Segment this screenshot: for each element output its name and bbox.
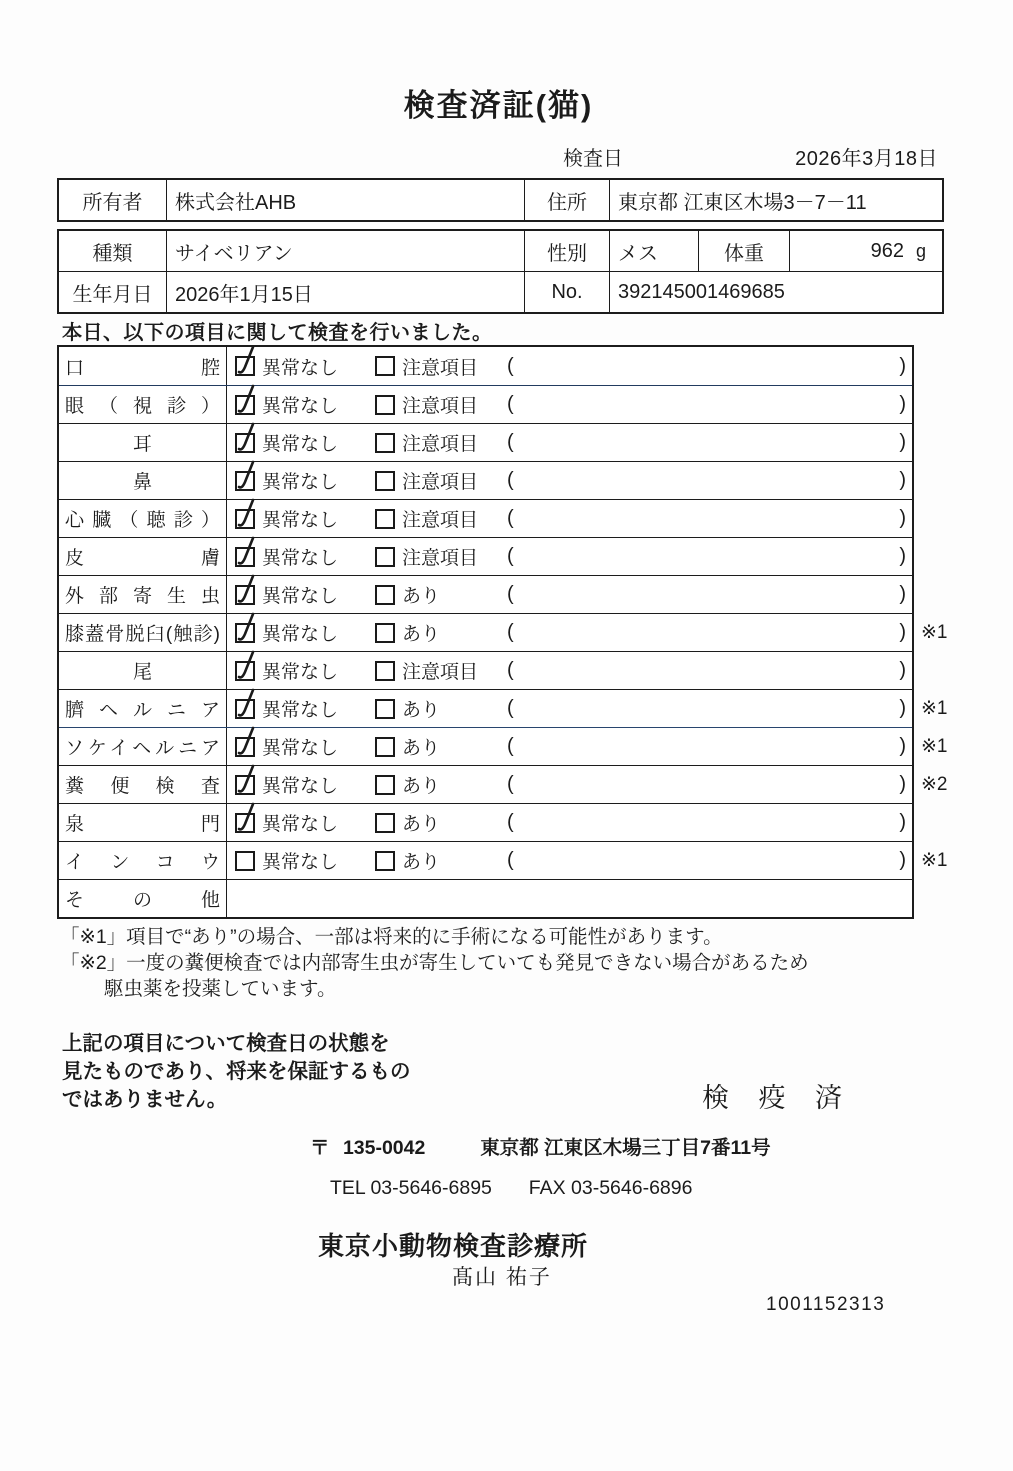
close-paren: )	[899, 393, 906, 415]
caution-checkbox[interactable]	[375, 547, 395, 567]
exam-item-label: 泉門	[65, 814, 220, 835]
disclaimer-line-2: 見たものであり、将来を保証するもの	[62, 1060, 411, 1083]
checkmark-icon	[235, 611, 257, 643]
open-paren: (	[507, 811, 514, 833]
address-value: 東京都 江東区木場3－7－11	[618, 191, 867, 214]
no-abnormality-checkbox[interactable]	[235, 851, 255, 871]
footnotes	[60, 924, 809, 1002]
exam-item-label-cell	[59, 576, 227, 613]
inspection-date-label: 検査日	[563, 148, 623, 170]
caution-label: 注意項目	[402, 548, 479, 569]
exam-item-label-cell	[59, 690, 227, 727]
checklist-row	[59, 575, 912, 613]
open-paren: (	[507, 773, 514, 795]
exam-item-result-cell	[227, 690, 912, 727]
close-paren: )	[899, 811, 906, 833]
postal-mark-icon: 〒	[310, 1137, 330, 1159]
breed-label: 種類	[59, 231, 167, 271]
no-abnormality-label: 異常なし	[262, 852, 339, 873]
no-abnormality-checkbox[interactable]	[235, 813, 255, 833]
exam-item-label: 皮膚	[65, 548, 220, 569]
footnote-marker: ※1	[921, 622, 948, 643]
no-abnormality-label: 異常なし	[262, 586, 339, 607]
exam-item-result-cell	[227, 614, 912, 651]
footnote-2: 「※2」一度の糞便検査では内部寄生虫が寄生していても発見できない場合があるため	[60, 952, 809, 974]
caution-checkbox[interactable]	[375, 737, 395, 757]
no-abnormality-checkbox[interactable]	[235, 471, 255, 491]
checkmark-icon	[235, 497, 257, 529]
caution-label: あり	[402, 738, 441, 759]
breed-value: サイベリアン	[167, 231, 525, 271]
caution-label: 注意項目	[402, 510, 479, 531]
checklist-table	[57, 345, 948, 919]
exam-item-label: 臍ヘルニア	[65, 700, 220, 721]
caution-checkbox[interactable]	[375, 775, 395, 795]
birth-label: 生年月日	[59, 272, 167, 312]
no-abnormality-checkbox[interactable]	[235, 737, 255, 757]
checklist-row	[59, 879, 912, 917]
caution-label: 注意項目	[402, 357, 479, 379]
checkmark-icon	[235, 573, 257, 605]
exam-item-label-cell	[59, 804, 227, 841]
checklist-row	[59, 385, 912, 423]
no-abnormality-checkbox[interactable]	[235, 547, 255, 567]
open-paren: (	[507, 545, 514, 567]
exam-item-label: その他	[65, 890, 220, 911]
close-paren: )	[899, 354, 906, 377]
checkmark-icon	[235, 725, 257, 757]
owner-value: 株式会社AHB	[167, 180, 525, 220]
open-paren: (	[507, 469, 514, 491]
exam-item-label-cell	[59, 880, 227, 917]
caution-checkbox[interactable]	[375, 699, 395, 719]
veterinarian-name: 髙山 祐子	[452, 1266, 552, 1289]
exam-item-label-cell	[59, 500, 227, 537]
exam-item-result-cell	[227, 424, 912, 461]
exam-item-result-cell	[227, 347, 912, 385]
exam-item-label-cell	[59, 538, 227, 575]
owner-table	[57, 178, 944, 222]
remarks-field	[507, 811, 912, 834]
exam-item-label: 尾	[132, 662, 152, 683]
no-abnormality-checkbox[interactable]	[235, 699, 255, 719]
caution-checkbox[interactable]	[375, 395, 395, 415]
checkmark-icon	[235, 421, 257, 453]
remarks-field	[507, 849, 912, 872]
exam-item-label-cell	[59, 424, 227, 461]
exam-item-result-cell	[227, 652, 912, 689]
caution-checkbox[interactable]	[375, 813, 395, 833]
exam-item-label-cell	[59, 347, 227, 385]
pet-table	[57, 229, 944, 314]
remarks-field	[507, 545, 912, 568]
clinic-tel: TEL 03-5646-6895	[330, 1177, 492, 1199]
remarks-field	[507, 583, 912, 606]
checklist-row	[59, 347, 912, 385]
no-abnormality-checkbox[interactable]	[235, 395, 255, 415]
exam-item-label: ソケイヘルニア	[65, 738, 220, 759]
open-paren: (	[507, 697, 514, 719]
inspection-date-value: 2026年3月18日	[795, 148, 938, 170]
caution-checkbox[interactable]	[375, 509, 395, 529]
quarantine-stamp: 検 疫 済	[702, 1083, 854, 1113]
sex-value: メス	[610, 231, 699, 271]
no-abnormality-label: 異常なし	[262, 814, 339, 835]
no-abnormality-checkbox[interactable]	[235, 356, 255, 376]
checklist-row	[59, 423, 912, 461]
exam-item-label: 鼻	[132, 472, 152, 493]
clinic-fax: FAX 03-5646-6896	[528, 1177, 693, 1199]
exam-item-label-cell	[59, 614, 227, 651]
exam-item-result-cell	[227, 462, 912, 499]
open-paren: (	[507, 507, 514, 529]
remarks-field	[507, 431, 912, 454]
no-abnormality-label: 異常なし	[262, 624, 339, 645]
exam-item-result-cell	[227, 576, 912, 613]
remarks-field	[507, 393, 912, 416]
caution-label: あり	[402, 624, 441, 645]
footnote-marker: ※1	[921, 850, 948, 871]
remarks-field	[507, 735, 912, 758]
checklist-row	[59, 499, 912, 537]
microchip-no-label: No.	[525, 272, 610, 312]
close-paren: )	[899, 431, 906, 453]
no-abnormality-label: 異常なし	[262, 396, 339, 417]
caution-checkbox[interactable]	[375, 356, 395, 376]
checkmark-icon	[235, 383, 257, 415]
close-paren: )	[899, 621, 906, 643]
close-paren: )	[899, 659, 906, 681]
microchip-no-value: 392145001469685	[618, 280, 785, 303]
checkmark-icon	[235, 687, 257, 719]
no-abnormality-label: 異常なし	[262, 662, 339, 683]
close-paren: )	[899, 507, 906, 529]
caution-label: あり	[402, 814, 441, 835]
postal-code: 135-0042	[342, 1137, 426, 1159]
open-paren: (	[507, 393, 514, 415]
checkmark-icon	[235, 649, 257, 681]
exam-item-result-cell	[227, 766, 912, 803]
exam-item-result-cell	[227, 386, 912, 423]
sex-label: 性別	[525, 231, 610, 271]
exam-item-label: 外部寄生虫	[65, 586, 220, 607]
remarks-field	[507, 697, 912, 720]
birth-row	[59, 271, 942, 312]
weight-number: 962	[870, 239, 904, 262]
weight-value	[790, 231, 942, 271]
clinic-postal-address	[310, 1132, 771, 1160]
footnote-1: 「※1」項目で“あり”の場合、一部は将来的に手術になる可能性があります。	[60, 926, 723, 948]
close-paren: )	[899, 545, 906, 567]
checklist-row	[59, 727, 948, 765]
caution-label: あり	[402, 776, 441, 797]
exam-item-result-cell	[227, 500, 912, 537]
close-paren: )	[899, 773, 906, 795]
no-abnormality-label: 異常なし	[262, 548, 339, 569]
checkmark-icon	[235, 459, 257, 491]
remarks-field	[507, 621, 912, 644]
checklist-row	[59, 841, 948, 879]
no-abnormality-label: 異常なし	[262, 700, 339, 721]
caution-checkbox[interactable]	[375, 623, 395, 643]
no-abnormality-checkbox[interactable]	[235, 433, 255, 453]
checklist-row	[59, 651, 912, 689]
no-abnormality-checkbox[interactable]	[235, 775, 255, 795]
open-paren: (	[507, 621, 514, 643]
open-paren: (	[507, 659, 514, 681]
checklist-row	[59, 613, 948, 651]
checkmark-icon	[235, 801, 257, 833]
checkmark-icon	[235, 763, 257, 795]
checklist-row	[59, 803, 912, 841]
caution-checkbox[interactable]	[375, 851, 395, 871]
caution-label: あり	[402, 700, 441, 721]
caution-label: 注意項目	[402, 472, 479, 493]
birth-value: 2026年1月15日	[167, 272, 525, 312]
inspection-date-row	[57, 142, 940, 172]
checklist-row	[59, 537, 912, 575]
exam-item-result-cell	[227, 538, 912, 575]
footnote-marker: ※1	[921, 736, 948, 757]
footnote-marker: ※2	[921, 774, 948, 795]
exam-item-label-cell	[59, 462, 227, 499]
exam-item-result-cell	[227, 804, 912, 841]
caution-label: 注意項目	[402, 434, 479, 455]
close-paren: )	[899, 697, 906, 719]
intro-text: 本日、以下の項目に関して検査を行いました。	[62, 322, 493, 344]
no-abnormality-label: 異常なし	[262, 434, 339, 455]
disclaimer-line-1: 上記の項目について検査日の状態を	[62, 1032, 390, 1055]
exam-item-label: 糞便検査	[65, 776, 220, 797]
close-paren: )	[899, 735, 906, 757]
remarks-field	[507, 469, 912, 492]
no-abnormality-checkbox[interactable]	[235, 509, 255, 529]
exam-item-label-cell	[59, 766, 227, 803]
checklist-row	[59, 765, 948, 803]
breed-row	[59, 231, 942, 271]
remarks-field	[507, 507, 912, 530]
weight-label: 体重	[699, 231, 790, 271]
exam-item-label-cell	[59, 386, 227, 423]
remarks-field	[507, 355, 912, 378]
exam-item-result-cell	[227, 880, 912, 917]
page-title: 検査済証(猫)	[403, 88, 594, 123]
open-paren: (	[507, 583, 514, 605]
remarks-field	[507, 773, 912, 796]
footnote-2-continued: 駆虫薬を投薬しています。	[104, 978, 337, 1000]
exam-item-label: インコウ	[65, 852, 220, 873]
exam-item-result-cell	[227, 728, 912, 765]
exam-item-label: 口腔	[65, 357, 220, 379]
clinic-tel-fax	[330, 1177, 692, 1200]
open-paren: (	[507, 431, 514, 453]
caution-label: 注意項目	[402, 662, 479, 683]
caution-label: あり	[402, 586, 441, 607]
caution-label: 注意項目	[402, 396, 479, 417]
open-paren: (	[507, 849, 514, 871]
disclaimer	[62, 1030, 411, 1114]
exam-item-label: 膝蓋骨脱臼(触診)	[65, 624, 220, 645]
caution-checkbox[interactable]	[375, 585, 395, 605]
no-abnormality-checkbox[interactable]	[235, 661, 255, 681]
owner-row	[59, 180, 942, 220]
caution-checkbox[interactable]	[375, 433, 395, 453]
exam-item-label: 耳	[132, 434, 152, 455]
exam-item-label: 心臓（聴診）	[65, 510, 220, 531]
exam-item-label: 眼（視診）	[65, 396, 220, 417]
open-paren: (	[507, 354, 514, 377]
clinic-name: 東京小動物検査診療所	[318, 1231, 589, 1261]
exam-item-result-cell	[227, 842, 912, 879]
exam-item-label-cell	[59, 842, 227, 879]
checklist-row	[59, 461, 912, 499]
checklist-row	[59, 689, 948, 727]
weight-unit: g	[915, 240, 926, 261]
clinic-address: 東京都 江東区木場三丁目7番11号	[480, 1137, 771, 1159]
footnote-marker: ※1	[921, 698, 948, 719]
serial-number: 1001152313	[766, 1294, 886, 1315]
close-paren: )	[899, 849, 906, 871]
no-abnormality-label: 異常なし	[262, 510, 339, 531]
no-abnormality-label: 異常なし	[262, 472, 339, 493]
caution-label: あり	[402, 852, 441, 873]
checkmark-icon	[235, 344, 257, 376]
remarks-field	[507, 659, 912, 682]
owner-label: 所有者	[59, 180, 167, 220]
no-abnormality-checkbox[interactable]	[235, 585, 255, 605]
caution-checkbox[interactable]	[375, 471, 395, 491]
exam-item-label-cell	[59, 652, 227, 689]
disclaimer-line-3: ではありません。	[62, 1088, 228, 1111]
address-label: 住所	[525, 180, 610, 220]
no-abnormality-label: 異常なし	[262, 776, 339, 797]
close-paren: )	[899, 469, 906, 491]
checkmark-icon	[235, 535, 257, 567]
no-abnormality-label: 異常なし	[262, 738, 339, 759]
close-paren: )	[899, 583, 906, 605]
open-paren: (	[507, 735, 514, 757]
caution-checkbox[interactable]	[375, 661, 395, 681]
no-abnormality-checkbox[interactable]	[235, 623, 255, 643]
no-abnormality-label: 異常なし	[262, 357, 339, 379]
exam-item-label-cell	[59, 728, 227, 765]
